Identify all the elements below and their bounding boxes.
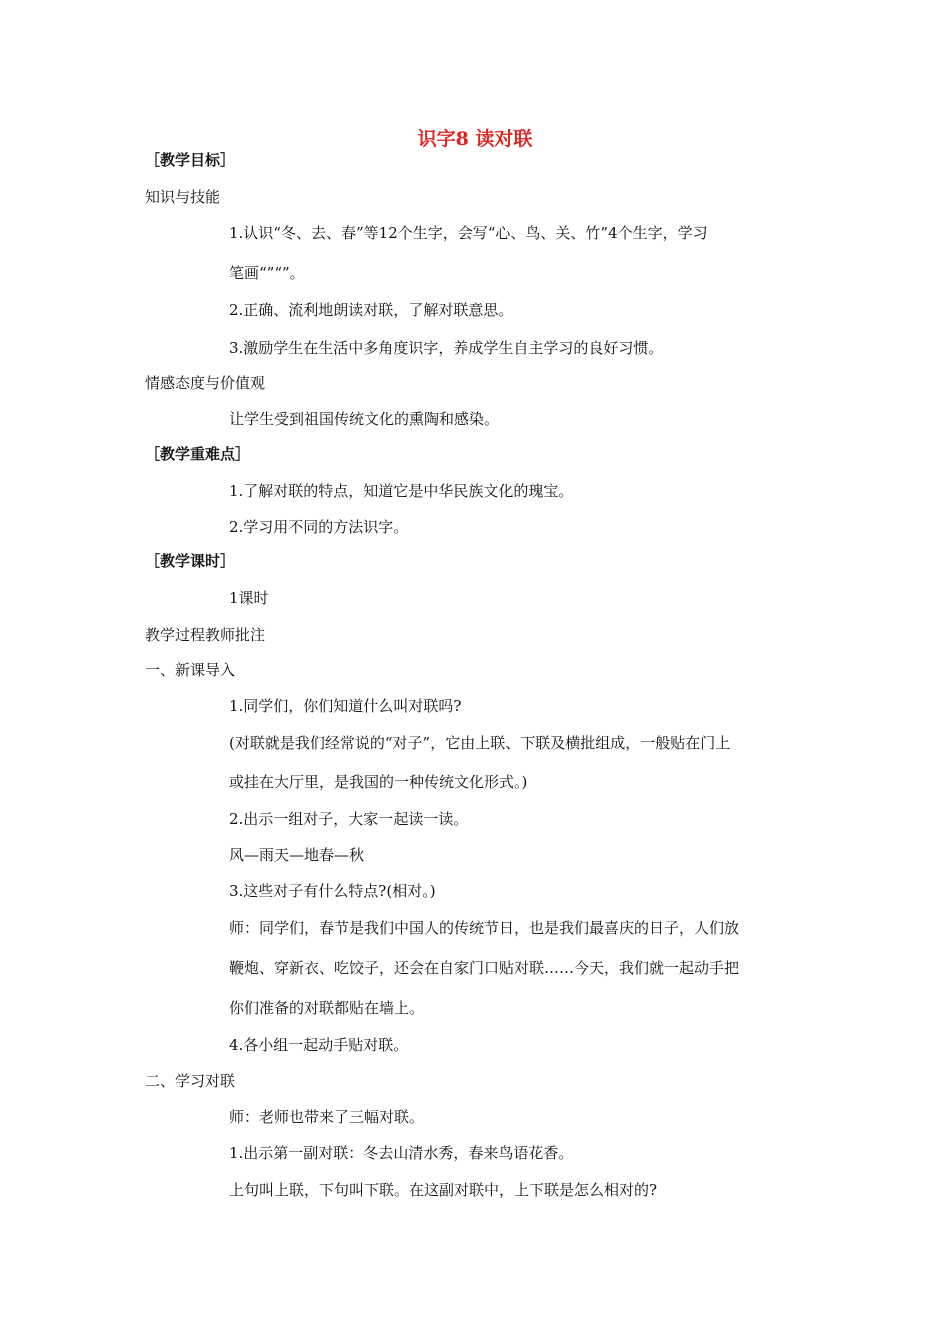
text-line: 或挂在大厅里，是我国的一种传统文化形式。) xyxy=(229,773,528,791)
text-line: 一、新课导入 xyxy=(145,661,236,679)
text-line: 1.认识“冬、去、春”等12个生字，会写“心、鸟、关、竹”4个生字，学习 xyxy=(229,224,708,242)
text-line: 1.同学们，你们知道什么叫对联吗? xyxy=(229,697,462,715)
text-line: 3.激励学生在生活中多角度识字，养成学生自主学习的良好习惯。 xyxy=(229,339,664,357)
text-line: 情感态度与价值观 xyxy=(145,374,266,392)
text-line: (对联就是我们经常说的“对子”，它由上联、下联及横批组成，一般贴在门上 xyxy=(229,734,731,752)
text-line: 教学过程教师批注 xyxy=(145,626,266,644)
text-line: 风—雨天—地春—秋 xyxy=(229,846,365,864)
text-line: 笔画“”“”。 xyxy=(229,264,305,282)
text-line: 你们准备的对联都贴在墙上。 xyxy=(229,999,425,1017)
section-heading: ［教学课时］ xyxy=(145,552,236,570)
section-heading: ［教学目标］ xyxy=(145,151,236,169)
text-line: 4.各小组一起动手贴对联。 xyxy=(229,1036,409,1054)
text-line: 师：同学们，春节是我们中国人的传统节日，也是我们最喜庆的日子，人们放 xyxy=(229,919,740,937)
text-line: 二、学习对联 xyxy=(145,1072,236,1090)
text-line: 1.了解对联的特点，知道它是中华民族文化的瑰宝。 xyxy=(229,482,574,500)
text-line: 2.出示一组对子，大家一起读一读。 xyxy=(229,810,469,828)
text-line: 2.学习用不同的方法识字。 xyxy=(229,518,409,536)
text-line: 1.出示第一副对联：冬去山清水秀，春来鸟语花香。 xyxy=(229,1144,574,1162)
text-line: 2.正确、流利地朗读对联，了解对联意思。 xyxy=(229,301,514,319)
text-line: 知识与技能 xyxy=(145,188,221,206)
section-heading: ［教学重难点］ xyxy=(145,445,251,463)
text-line: 师：老师也带来了三幅对联。 xyxy=(229,1108,425,1126)
text-line: 3.这些对子有什么特点?(相对。) xyxy=(229,882,436,900)
text-line: 让学生受到祖国传统文化的熏陶和感染。 xyxy=(229,410,500,428)
text-line: 鞭炮、穿新衣、吃饺子，还会在自家门口贴对联……今天，我们就一起动手把 xyxy=(229,959,740,977)
document-title: 识字8 读对联 xyxy=(417,128,533,150)
text-line: 上句叫上联，下句叫下联。在这副对联中，上下联是怎么相对的? xyxy=(229,1181,658,1199)
text-line: 1课时 xyxy=(229,589,269,607)
